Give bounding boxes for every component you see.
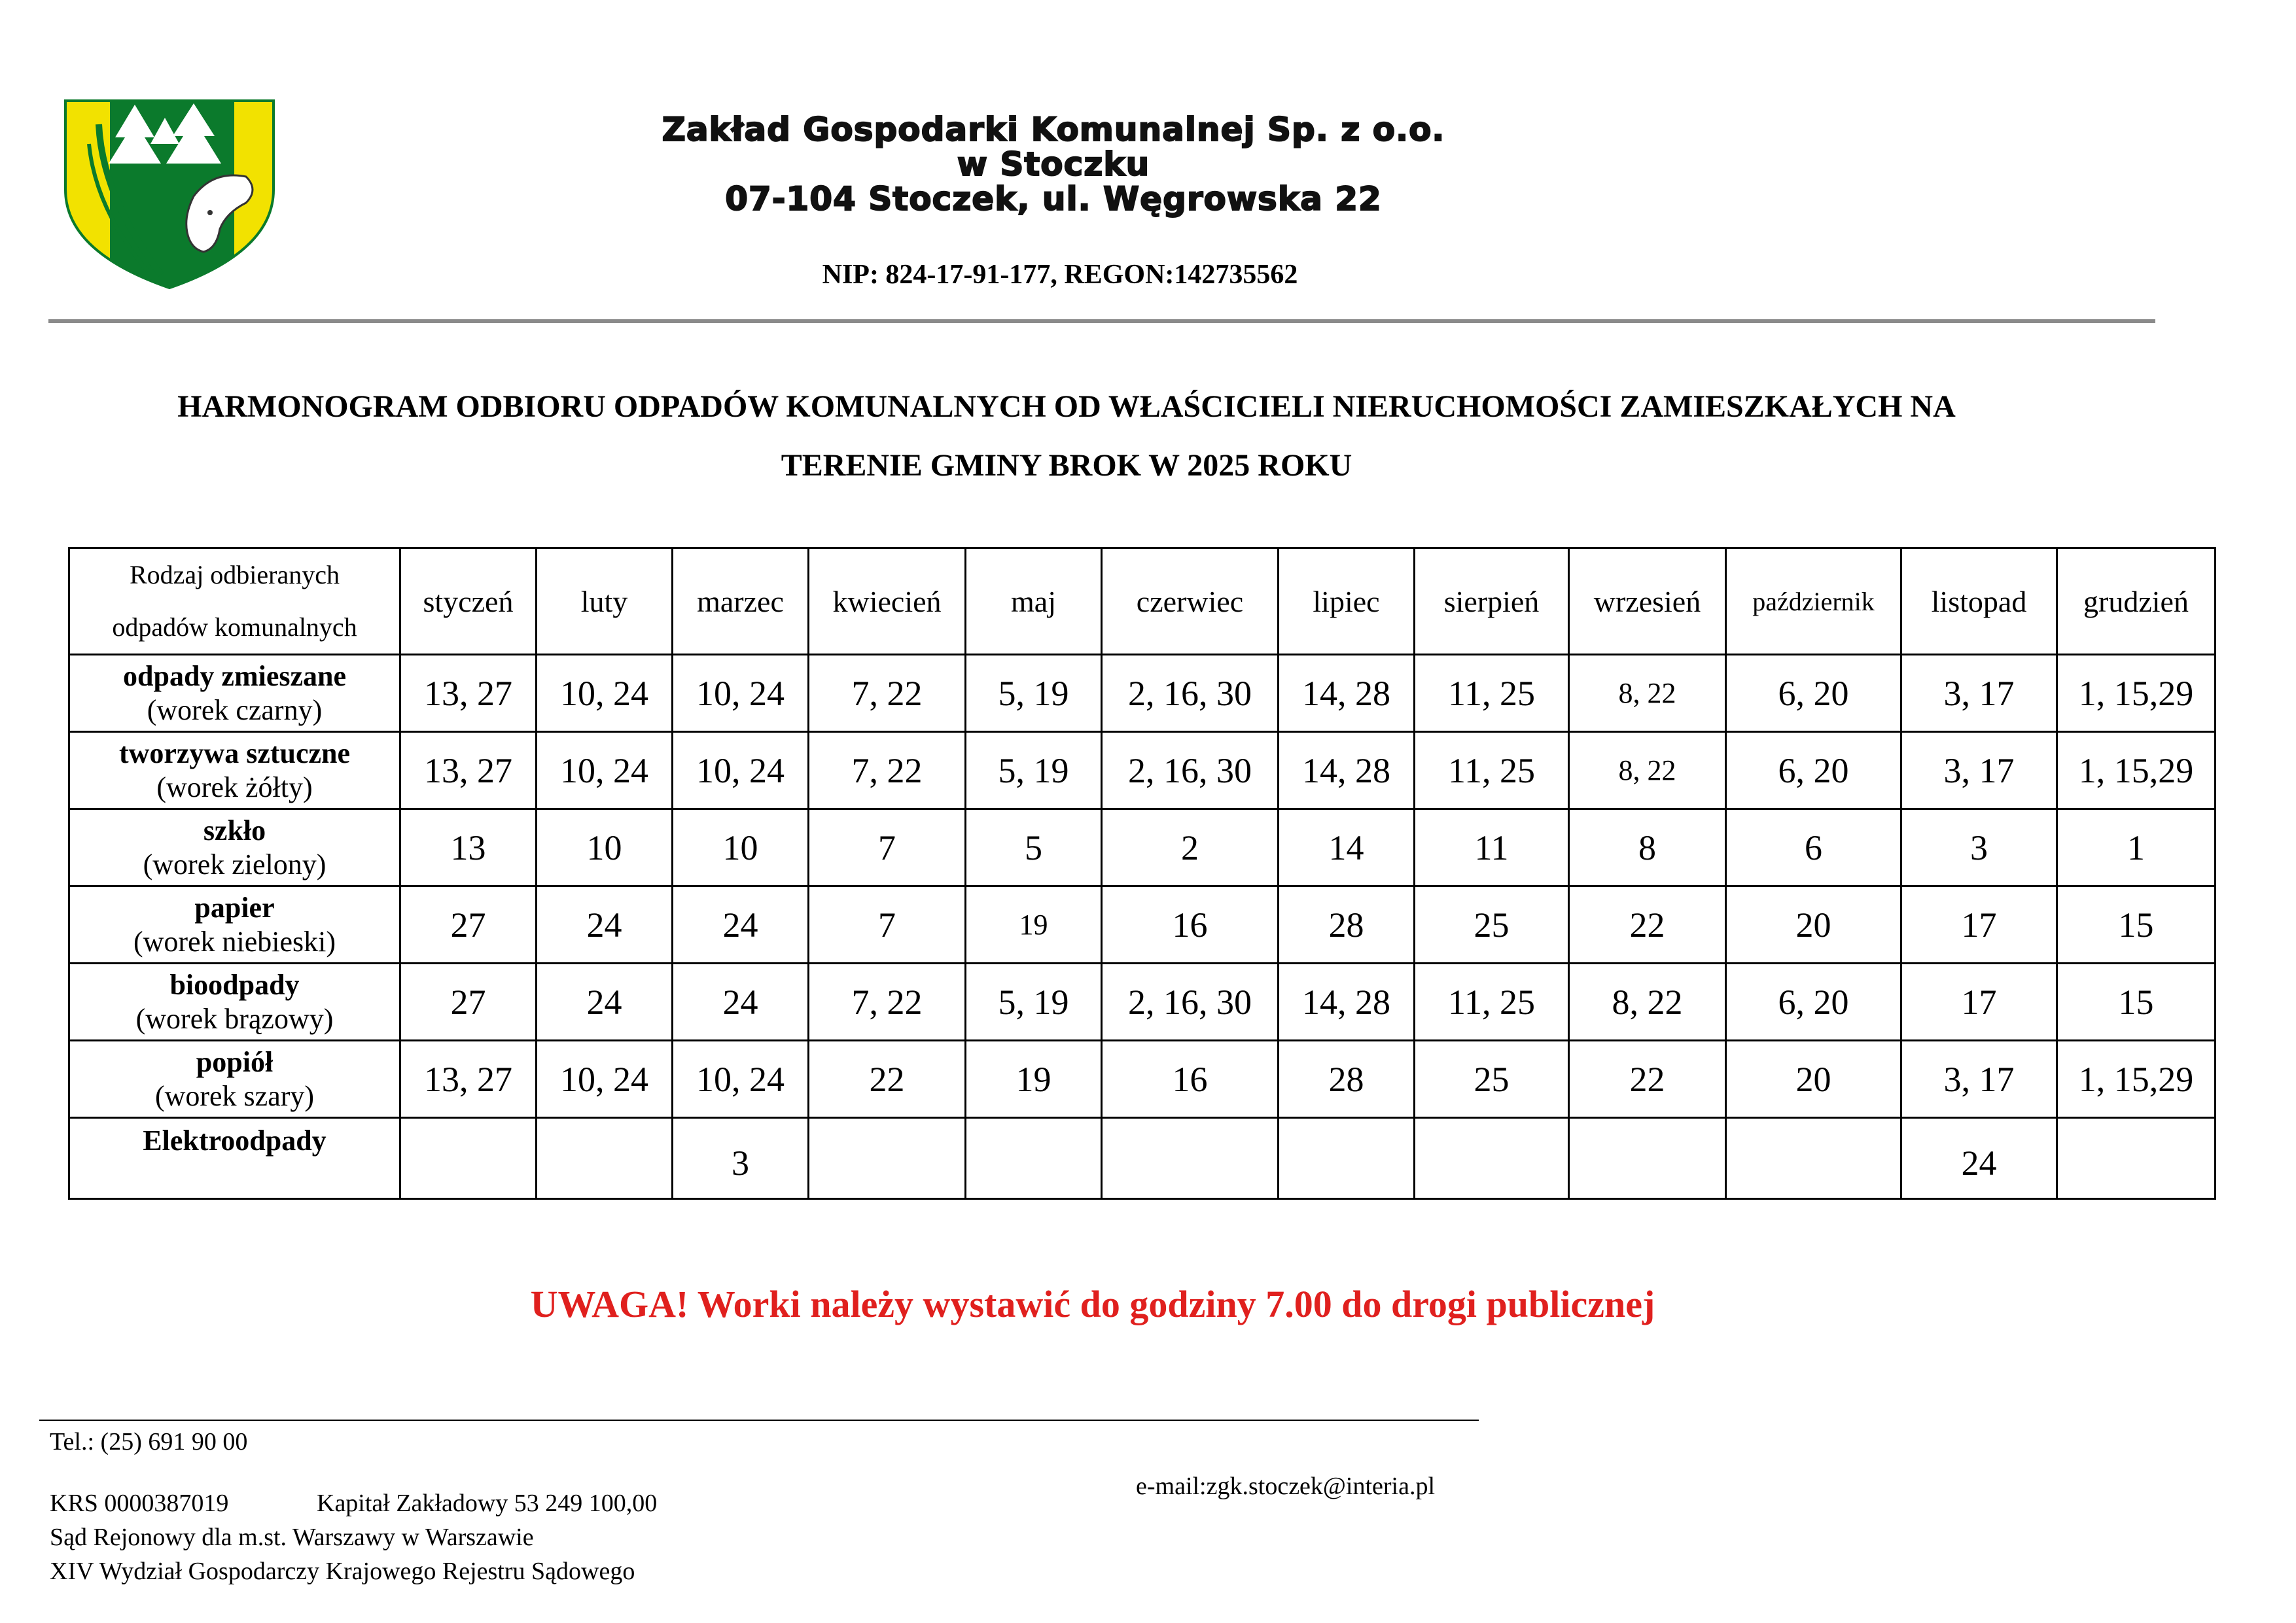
company-header	[419, 113, 1688, 217]
date-cell: 3, 17	[1901, 1041, 2057, 1118]
kind-header-line-1: Rodzaj odbieranych	[130, 560, 340, 589]
date-cell: 1, 15,29	[2057, 732, 2216, 809]
date-cell: 7	[809, 809, 966, 886]
table-row	[69, 1118, 2216, 1199]
table-row	[69, 809, 2216, 886]
date-cell: 24	[537, 964, 673, 1041]
month-header: czerwiec	[1102, 548, 1279, 655]
bag-type: (worek brązowy)	[135, 1002, 334, 1035]
bag-type: (worek niebieski)	[133, 925, 336, 958]
date-cell: 13, 27	[400, 655, 537, 732]
nip-regon: NIP: 824-17-91-177, REGON:142735562	[822, 260, 1298, 290]
date-cell: 10, 24	[673, 655, 809, 732]
company-name: Zakład Gospodarki Komunalnej Sp. z o.o.	[662, 111, 1445, 148]
date-cell: 1, 15,29	[2057, 1041, 2216, 1118]
date-cell: 17	[1901, 886, 2057, 964]
bag-type: (worek żółty)	[156, 771, 313, 803]
date-cell	[400, 1118, 537, 1199]
date-cell: 19	[966, 886, 1102, 964]
table-header-row	[69, 548, 2216, 655]
date-cell: 22	[809, 1041, 966, 1118]
date-cell: 24	[537, 886, 673, 964]
date-cell: 15	[2057, 886, 2216, 964]
date-cell: 11, 25	[1415, 655, 1569, 732]
date-cell: 27	[400, 886, 537, 964]
date-cell: 11, 25	[1415, 732, 1569, 809]
date-cell: 22	[1569, 886, 1726, 964]
date-cell	[966, 1118, 1102, 1199]
date-cell: 28	[1279, 1041, 1415, 1118]
date-cell: 2, 16, 30	[1102, 655, 1279, 732]
waste-type-cell	[69, 886, 400, 964]
kind-header-line-2: odpadów komunalnych	[112, 612, 357, 642]
date-cell	[1279, 1118, 1415, 1199]
date-cell: 7, 22	[809, 655, 966, 732]
footer-court: Sąd Rejonowy dla m.st. Warszawy w Warszawie	[50, 1524, 534, 1551]
date-cell: 10, 24	[673, 732, 809, 809]
date-cell: 7	[809, 886, 966, 964]
date-cell: 14	[1279, 809, 1415, 886]
waste-type-name: popiół	[196, 1045, 274, 1078]
footer-divider	[39, 1420, 1479, 1421]
header-divider	[48, 319, 2155, 323]
company-city: w Stoczku	[957, 145, 1150, 183]
date-cell: 10, 24	[537, 655, 673, 732]
bag-type: (worek zielony)	[143, 848, 327, 881]
date-cell: 10, 24	[537, 732, 673, 809]
month-header: wrzesień	[1569, 548, 1726, 655]
date-cell: 6, 20	[1726, 655, 1901, 732]
page-title-line-1: HARMONOGRAM ODBIORU ODPADÓW KOMUNALNYCH OD WŁAŚCICIELI NIERUCHOMOŚCI ZAMIESZKAŁYCH NA	[177, 389, 1956, 424]
date-cell: 10	[673, 809, 809, 886]
footer-register-department: XIV Wydział Gospodarczy Krajowego Rejestru Sądowego	[50, 1558, 635, 1585]
date-cell	[809, 1118, 966, 1199]
month-header: marzec	[673, 548, 809, 655]
table-row	[69, 964, 2216, 1041]
footer-krs: KRS 0000387019	[50, 1490, 229, 1517]
bag-type: (worek czarny)	[147, 693, 323, 726]
kind-column-header	[69, 548, 400, 655]
month-header: kwiecień	[809, 548, 966, 655]
date-cell: 27	[400, 964, 537, 1041]
date-cell	[537, 1118, 673, 1199]
month-header: październik	[1726, 548, 1901, 655]
date-cell: 24	[1901, 1118, 2057, 1199]
waste-type-name: Elektroodpady	[69, 1118, 400, 1199]
date-cell: 2, 16, 30	[1102, 964, 1279, 1041]
date-cell: 25	[1415, 1041, 1569, 1118]
date-cell: 2, 16, 30	[1102, 732, 1279, 809]
date-cell: 14, 28	[1279, 964, 1415, 1041]
footer-share-capital: Kapitał Zakładowy 53 249 100,00	[317, 1490, 658, 1517]
date-cell: 19	[966, 1041, 1102, 1118]
date-cell: 3	[673, 1118, 809, 1199]
date-cell: 13, 27	[400, 732, 537, 809]
date-cell: 11, 25	[1415, 964, 1569, 1041]
date-cell: 3, 17	[1901, 732, 2057, 809]
date-cell: 6, 20	[1726, 732, 1901, 809]
date-cell: 22	[1569, 1041, 1726, 1118]
date-cell: 16	[1102, 1041, 1279, 1118]
date-cell: 25	[1415, 886, 1569, 964]
date-cell: 8, 22	[1569, 964, 1726, 1041]
date-cell: 13	[400, 809, 537, 886]
date-cell: 10, 24	[537, 1041, 673, 1118]
waste-type-name: papier	[194, 891, 275, 924]
waste-type-cell	[69, 964, 400, 1041]
date-cell: 11	[1415, 809, 1569, 886]
month-header: lipiec	[1279, 548, 1415, 655]
date-cell	[1569, 1118, 1726, 1199]
date-cell: 8	[1569, 809, 1726, 886]
date-cell: 28	[1279, 886, 1415, 964]
notice-warning: UWAGA! Worki należy wystawić do godziny 7.00 do drogi publicznej	[530, 1283, 1655, 1325]
company-address: 07-104 Stoczek, ul. Węgrowska 22	[725, 180, 1382, 218]
date-cell: 2	[1102, 809, 1279, 886]
table-row	[69, 655, 2216, 732]
table-row	[69, 732, 2216, 809]
waste-type-cell	[69, 732, 400, 809]
month-header: sierpień	[1415, 548, 1569, 655]
date-cell: 13, 27	[400, 1041, 537, 1118]
month-header: styczeń	[400, 548, 537, 655]
date-cell: 6	[1726, 809, 1901, 886]
date-cell: 15	[2057, 964, 2216, 1041]
page-title-line-2: TERENIE GMINY BROK W 2025 ROKU	[781, 448, 1352, 483]
date-cell: 7, 22	[809, 732, 966, 809]
date-cell	[1415, 1118, 1569, 1199]
date-cell	[1102, 1118, 1279, 1199]
date-cell: 10	[537, 809, 673, 886]
date-cell: 1, 15,29	[2057, 655, 2216, 732]
waste-type-name: bioodpady	[169, 968, 300, 1001]
date-cell: 16	[1102, 886, 1279, 964]
date-cell: 5, 19	[966, 655, 1102, 732]
month-header: luty	[537, 548, 673, 655]
date-cell: 7, 22	[809, 964, 966, 1041]
month-header: maj	[966, 548, 1102, 655]
date-cell: 1	[2057, 809, 2216, 886]
date-cell: 6, 20	[1726, 964, 1901, 1041]
date-cell: 10, 24	[673, 1041, 809, 1118]
date-cell: 24	[673, 886, 809, 964]
month-header: grudzień	[2057, 548, 2216, 655]
footer-phone: Tel.: (25) 691 90 00	[50, 1428, 248, 1456]
waste-type-name: odpady zmieszane	[123, 659, 346, 692]
date-cell: 8, 22	[1569, 732, 1726, 809]
waste-type-name: tworzywa sztuczne	[118, 737, 351, 769]
date-cell: 5, 19	[966, 964, 1102, 1041]
date-cell: 24	[673, 964, 809, 1041]
date-cell	[1726, 1118, 1901, 1199]
date-cell: 8, 22	[1569, 655, 1726, 732]
month-header: listopad	[1901, 548, 2057, 655]
table-row	[69, 886, 2216, 964]
date-cell: 14, 28	[1279, 655, 1415, 732]
date-cell: 3, 17	[1901, 655, 2057, 732]
date-cell: 5, 19	[966, 732, 1102, 809]
date-cell: 3	[1901, 809, 2057, 886]
waste-type-cell	[69, 655, 400, 732]
waste-type-cell	[69, 809, 400, 886]
date-cell: 5	[966, 809, 1102, 886]
coat-of-arms-logo	[63, 98, 276, 289]
table-row	[69, 1041, 2216, 1118]
date-cell	[2057, 1118, 2216, 1199]
date-cell: 17	[1901, 964, 2057, 1041]
date-cell: 20	[1726, 886, 1901, 964]
footer-email: e-mail:zgk.stoczek@interia.pl	[1136, 1473, 1436, 1500]
schedule-table	[68, 547, 2216, 1200]
bag-type: (worek szary)	[154, 1079, 315, 1112]
waste-type-name: szkło	[203, 814, 266, 846]
waste-type-cell	[69, 1041, 400, 1118]
date-cell: 14, 28	[1279, 732, 1415, 809]
date-cell: 20	[1726, 1041, 1901, 1118]
